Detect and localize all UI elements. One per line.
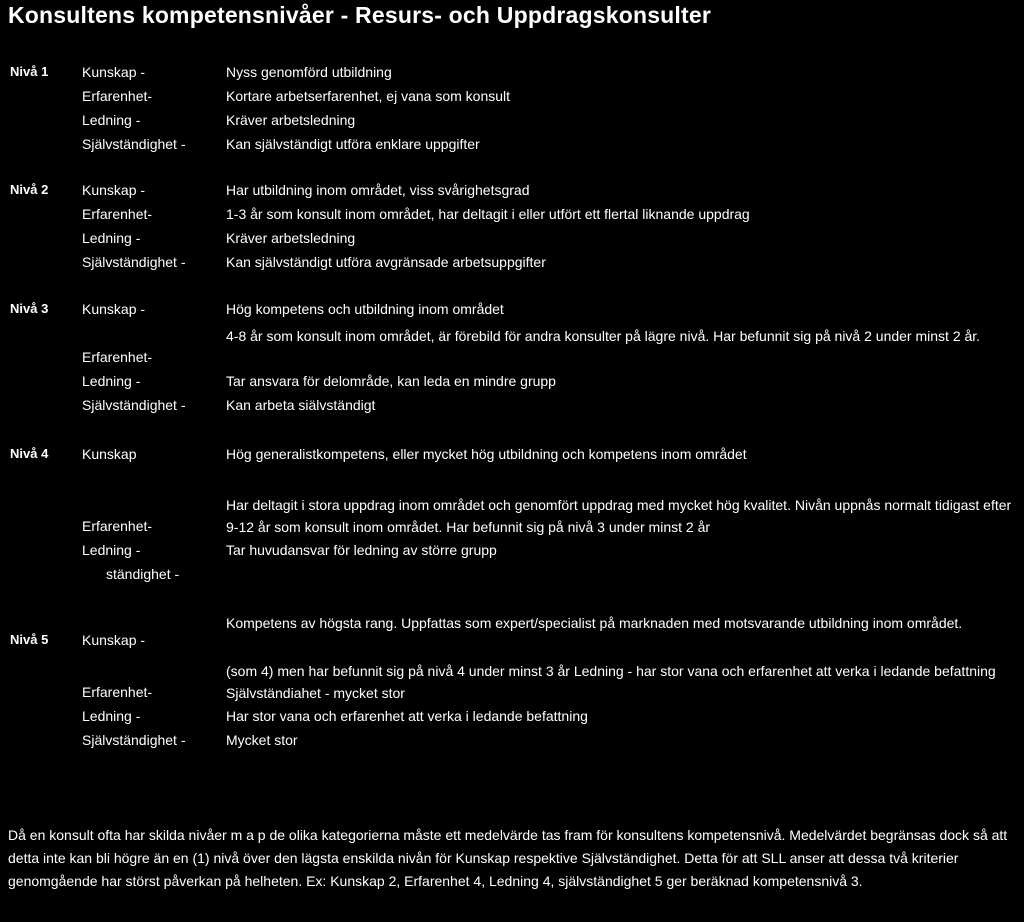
category-experience: Erfarenhet- [82, 88, 153, 104]
category-independence: Självständighet - [82, 136, 186, 152]
description-independence: Kan självständigt utföra enklare uppgifter [226, 136, 480, 152]
level-label: Nivå 5 [10, 632, 49, 647]
category-leadership: Ledning - [82, 708, 141, 724]
description-leadership: Kräver arbetsledning [226, 112, 356, 128]
description-knowledge: Hög generalistkompetens, eller mycket hög utbildning och kompetens inom området [226, 446, 747, 462]
description-experience: 4-8 år som konsult inom området, är förebild för andra konsulter på lägre nivå. Har befunnit sig på nivå 2 under minst 2 år. [226, 328, 981, 344]
description-leadership: Tar ansvara för delområde, kan leda en mindre grupp [226, 373, 556, 389]
category-leadership: Ledning - [82, 542, 141, 558]
level-label: Nivå 4 [10, 446, 49, 461]
footer-note: Då en konsult ofta har skilda nivåer m a p de olika kategorierna måste ett medelvärde tas fram för konsultens kompetensnivå. Medelvärdet begränsas dock så att detta inte kan bli högre än en (1) nivå över den lägsta enskilda nivån för Kunskap respektive Självständighet. Detta för att SLL anser att dessa två kriterier genomgående har störst påverkan på helheten. Ex: Kunskap 2, Erfarenhet 4, Ledning 4, självständighet 5 ger beräknad kompetensnivå 3. [8, 827, 1008, 889]
category-knowledge: Kunskap - [82, 64, 146, 80]
category-leadership: Ledning - [82, 373, 141, 389]
description-independence: Mycket stor [226, 732, 298, 748]
level-label: Nivå 2 [10, 182, 49, 197]
category-leadership: Ledning - [82, 112, 141, 128]
category-independence: ständighet - [106, 566, 180, 582]
category-independence: Självständighet - [82, 732, 186, 748]
page-title: Konsultens kompetensnivåer - Resurs- och Uppdragskonsulter [8, 2, 712, 28]
category-leadership: Ledning - [82, 230, 141, 246]
description-leadership: Har stor vana och erfarenhet att verka i ledande befattning [226, 708, 588, 724]
description-leadership: Tar huvudansvar för ledning av större grupp [226, 542, 497, 558]
category-independence: Självständighet - [82, 397, 186, 413]
description-knowledge: Har utbildning inom området, viss svårighetsgrad [226, 182, 530, 198]
description-experience: 1-3 år som konsult inom området, har deltagit i eller utfört ett flertal liknande uppdrag [226, 206, 750, 222]
category-knowledge: Kunskap - [82, 182, 146, 198]
category-knowledge: Kunskap - [82, 632, 146, 648]
category-experience: Erfarenhet- [82, 349, 153, 365]
level-label: Nivå 1 [10, 64, 49, 79]
level-label: Nivå 3 [10, 301, 49, 316]
description-independence: Kan arbeta siälvständigt [226, 397, 376, 413]
category-experience: Erfarenhet- [82, 206, 153, 222]
description-experience: Har deltagit i stora uppdrag inom området och genomfört uppdrag med mycket hög kvalitet. Nivån uppnås normalt tidigast efter 9-12 år som konsult inom området. Har befunnit sig på nivå 3 under minst 2 år [226, 497, 1012, 535]
description-experience: Kortare arbetserfarenhet, ej vana som konsult [226, 88, 511, 104]
category-independence: Självständighet - [82, 254, 186, 270]
description-experience: (som 4) men har befunnit sig på nivå 4 under minst 3 år Ledning - har stor vana och erfarenhet att verka i ledande befattning Självständiahet - mycket stor [226, 663, 996, 701]
description-independence: Kan självständigt utföra avgränsade arbetsuppgifter [226, 254, 546, 270]
category-experience: Erfarenhet- [82, 684, 153, 700]
description-leadership: Kräver arbetsledning [226, 230, 356, 246]
category-experience: Erfarenhet- [82, 518, 153, 534]
description-knowledge: Nyss genomförd utbildning [226, 64, 392, 80]
description-knowledge: Hög kompetens och utbildning inom området [226, 301, 504, 317]
description-knowledge: Kompetens av högsta rang. Uppfattas som expert/specialist på marknaden med motsvarande utbildning inom området. [226, 615, 963, 631]
category-knowledge: Kunskap - [82, 301, 146, 317]
category-knowledge: Kunskap [82, 446, 137, 462]
